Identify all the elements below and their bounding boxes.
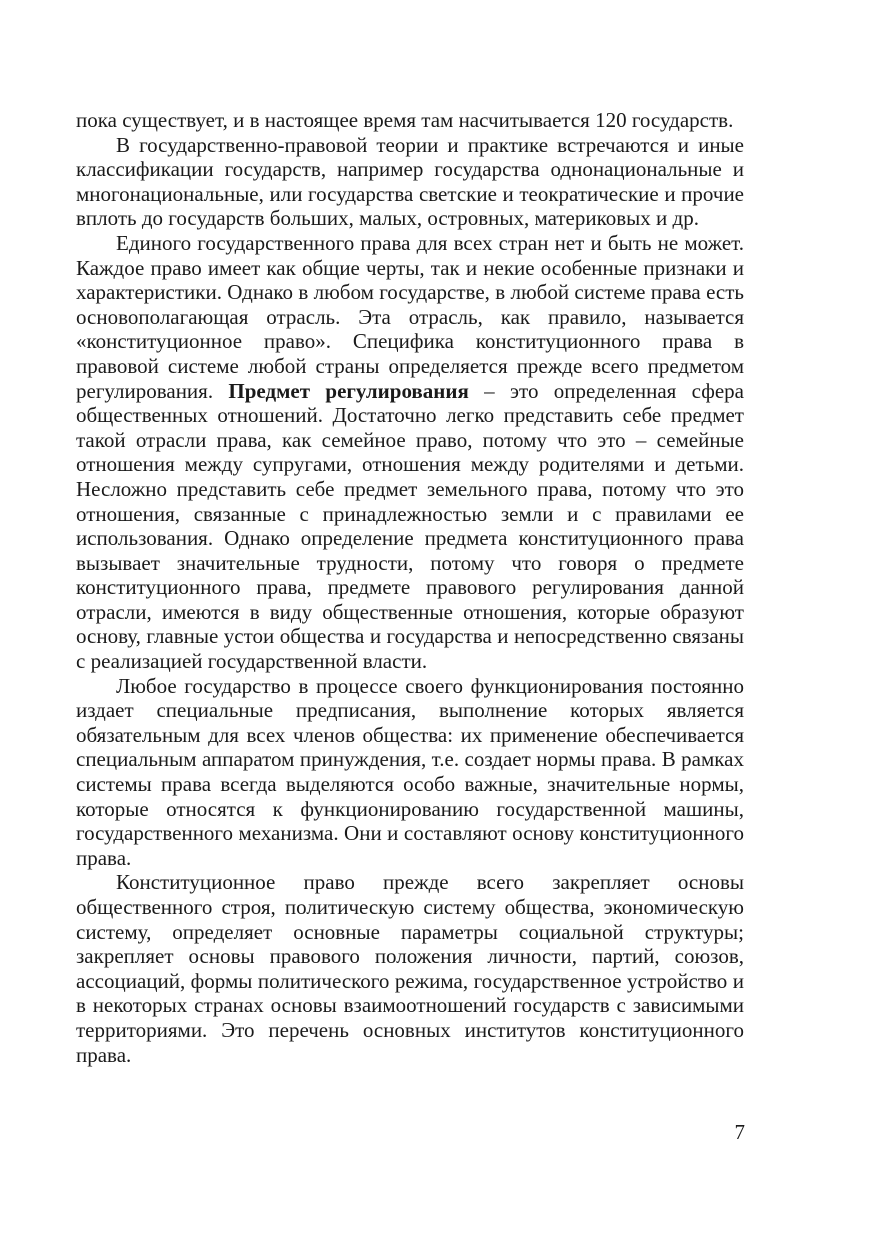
body-text xyxy=(76,108,744,1067)
paragraph-constitutional-law-institutes: Конституционное право прежде всего закрепляет основы общественного строя, политическую систему общества, экономическую систему, определяет основные параметры социальной структуры; закрепляет основы правового положения личности, партий, союзов, ассоциаций, формы политического режима, государственное устройство и в некоторых странах основы взаимоотношений государств с зависимыми территориями. Это перечень основных институтов конституционного права. xyxy=(76,870,744,1067)
paragraph-continuation: пока существует, и в настоящее время там насчитывается 120 государств. xyxy=(76,108,734,132)
paragraph-classifications: В государственно-правовой теории и практике встречаются и иные классификации государств, например государства однонациональные и многонациональные, или государства светские и теократические и прочие вплоть до государств больших, малых, островных, материковых и др. xyxy=(76,132,744,231)
page-number: 7 xyxy=(734,1120,745,1144)
paragraph-state-norms: Любое государство в процессе своего функционирования постоянно издает специальные предписания, выполнение которых является обязательным для всех членов общества: их применение обеспечивается специальным аппаратом принуждения, т.е. создает нормы права. В рамках системы права всегда выделяются особо важные, значительные нормы, которые относятся к функционированию государственной машины, государственного механизма. Они и составляют основу конституционного права. xyxy=(76,673,744,870)
paragraph-text-before-term: Единого государственного права для всех стран нет и быть не может. Каждое право имеет как общие черты, так и некие особенные признаки и характеристики. Однако в любом государстве, в любой системе права есть основополагающая отрасль. Эта отрасль, как правило, называется «конституционное право». Специфика конституционного права в правовой системе любой страны определяется прежде всего предметом регулирования. xyxy=(76,230,744,403)
bold-term-subject-of-regulation: Предмет регулирования xyxy=(228,378,469,403)
paragraph-text-after-term: – это определенная сфера общественных отношений. Достаточно легко представить себе предмет такой отрасли права, как семейное право, потому что это – семейные отношения между супругами, отношения между родителями и детьми. Несложно представить себе предмет земельного права, потому что это отношения, связанные с принадлежностью земли и с правилами ее использования. Однако определение предмета конституционного права вызывает значительные трудности, потому что говоря о предмете конституционного права, предмете правового регулирования данной отрасли, имеются в виду общественные отношения, которые образуют основу, главные устои общества и государства и непосредственно связаны с реализацией государственной власти. xyxy=(76,378,744,674)
paragraph-constitutional-law-subject xyxy=(76,231,744,674)
